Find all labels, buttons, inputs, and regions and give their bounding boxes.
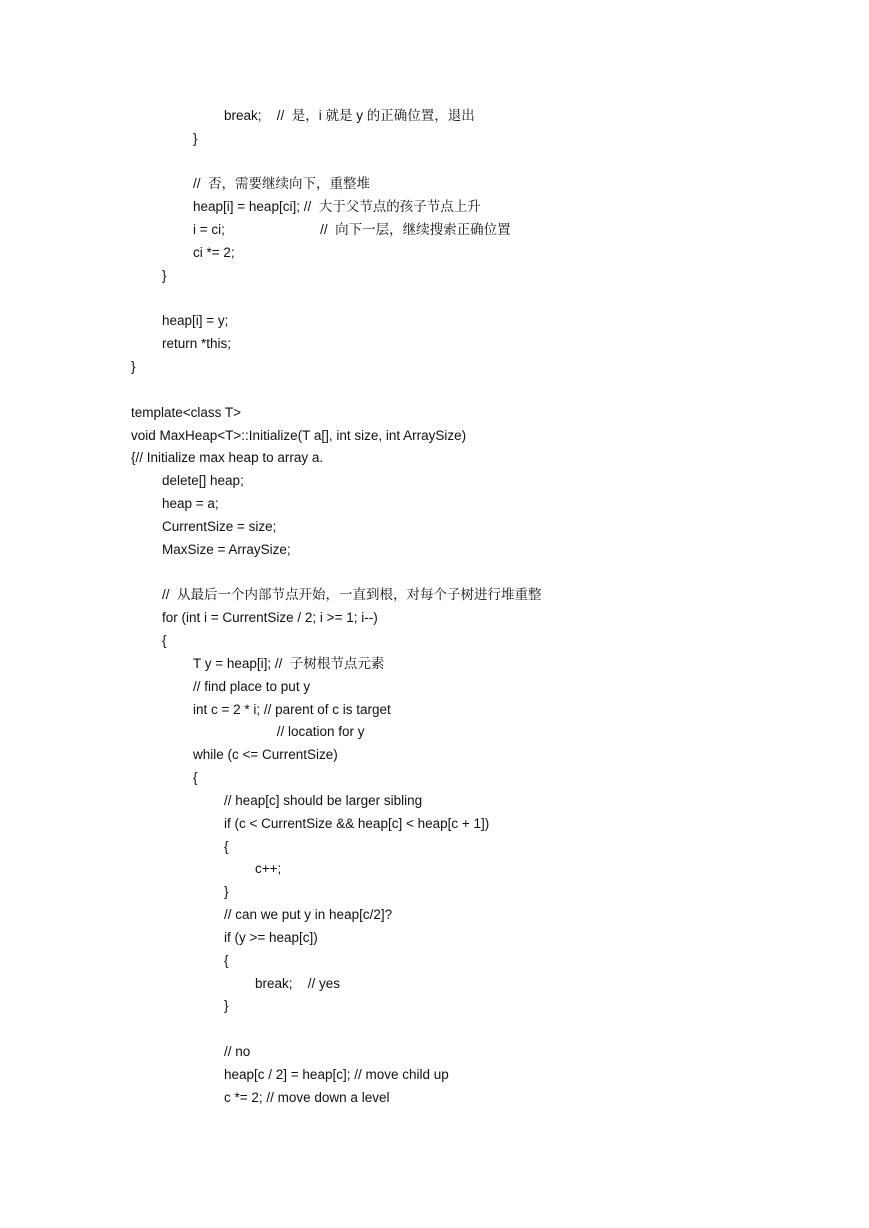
code-text: delete[] heap;	[162, 473, 244, 489]
code-text: T y = heap[i]; // 子树根节点元素	[193, 655, 385, 671]
code-line	[162, 333, 231, 355]
code-line	[162, 470, 244, 492]
code-line	[162, 265, 167, 287]
code-line	[193, 744, 338, 766]
code-line	[162, 539, 291, 561]
code-text: heap[c / 2] = heap[c]; // move child up	[224, 1066, 449, 1082]
code-line	[131, 425, 466, 447]
code-comment: // 是，i 就是 y 的正确位置，退出	[276, 108, 475, 123]
code-line	[131, 402, 241, 424]
code-text: {	[193, 770, 198, 786]
code-line	[193, 242, 235, 264]
code-text: heap[i] = heap[ci]; // 大于父节点的孩子节点上升	[193, 199, 481, 215]
code-line	[224, 105, 475, 127]
code-text: void MaxHeap<T>::Initialize(T a[], int size, int ArraySize)	[131, 427, 467, 443]
code-line	[162, 630, 167, 652]
code-line	[193, 699, 391, 721]
code-line	[224, 950, 229, 972]
code-line	[162, 493, 219, 515]
code-text: if (c < CurrentSize && heap[c] < heap[c + 1])	[224, 815, 490, 831]
code-text: }	[131, 359, 136, 375]
code-text: CurrentSize = size;	[162, 518, 277, 534]
code-line	[162, 607, 378, 629]
code-line	[131, 356, 136, 378]
code-text: {// Initialize max heap to array a.	[131, 450, 324, 466]
code-line	[224, 813, 489, 835]
code-text: i = ci;	[193, 222, 225, 238]
code-text: }	[224, 884, 229, 900]
code-text: {	[224, 952, 229, 968]
code-text: break;	[255, 975, 293, 991]
code-line	[193, 676, 310, 698]
code-line	[224, 1041, 250, 1063]
code-line	[224, 995, 229, 1017]
code-text: c++;	[255, 861, 282, 877]
code-text: // no	[224, 1044, 251, 1060]
code-text: // find place to put y	[193, 678, 311, 694]
code-comment: // yes	[307, 975, 340, 991]
code-text: heap = a;	[162, 496, 219, 512]
code-line	[193, 128, 198, 150]
code-line	[224, 904, 392, 926]
code-text: ci *= 2;	[193, 244, 235, 260]
code-text: // location for y	[276, 724, 365, 740]
code-text: {	[224, 838, 229, 854]
code-line	[224, 881, 229, 903]
code-line	[224, 927, 318, 949]
code-line	[131, 447, 323, 469]
code-text: c *= 2; // move down a level	[224, 1089, 390, 1105]
code-text: MaxSize = ArraySize;	[162, 541, 291, 557]
code-text: // can we put y in heap[c/2]?	[224, 907, 393, 923]
code-line	[255, 858, 281, 880]
code-text: template<class T>	[131, 404, 242, 420]
code-line	[193, 219, 511, 241]
code-line	[277, 721, 365, 743]
code-line	[224, 1064, 449, 1086]
code-text: heap[i] = y;	[162, 313, 229, 329]
code-text: }	[162, 267, 167, 283]
code-line	[224, 1087, 389, 1109]
code-line	[162, 516, 276, 538]
code-text: int c = 2 * i; // parent of c is target	[193, 701, 391, 717]
code-text: while (c <= CurrentSize)	[193, 747, 338, 763]
code-text: }	[224, 998, 229, 1014]
code-line	[224, 836, 229, 858]
code-text: // 从最后一个内部节点开始，一直到根，对每个子树进行堆重整	[162, 587, 542, 603]
code-text: if (y >= heap[c])	[224, 929, 318, 945]
code-line	[193, 653, 384, 675]
code-text: // 否，需要继续向下，重整堆	[193, 176, 371, 192]
code-line	[193, 173, 370, 195]
code-text: for (int i = CurrentSize / 2; i >= 1; i--)	[162, 610, 378, 626]
code-line	[193, 196, 481, 218]
code-text: }	[193, 130, 198, 146]
code-line	[255, 973, 340, 995]
code-text: // heap[c] should be larger sibling	[224, 792, 423, 808]
code-line	[162, 584, 542, 606]
code-line	[224, 790, 422, 812]
code-line	[193, 767, 198, 789]
code-text: {	[162, 633, 167, 649]
code-comment: // 向下一层，继续搜索正确位置	[320, 222, 511, 238]
code-text: break;	[224, 108, 262, 123]
code-line	[162, 310, 228, 332]
code-text: return *this;	[162, 336, 232, 352]
